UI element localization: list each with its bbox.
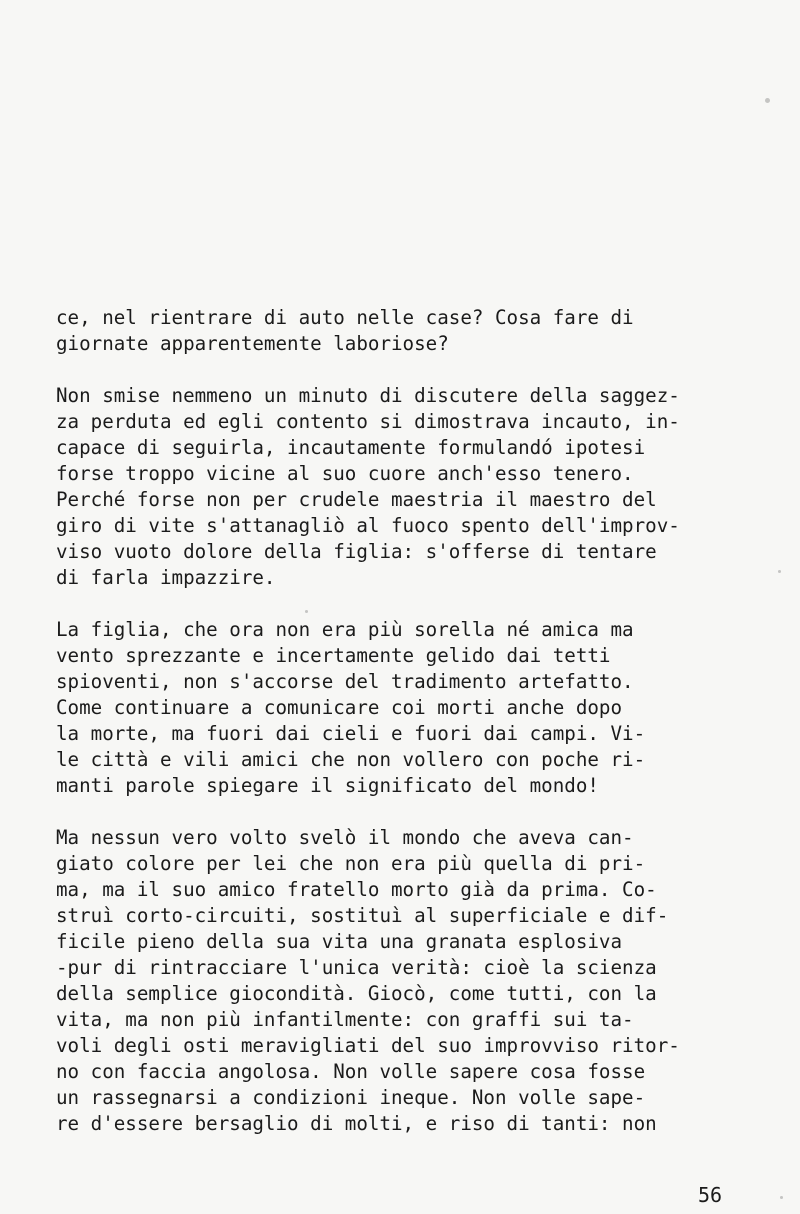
body-text — [56, 305, 796, 1163]
text-line: vento sprezzante e incertamente gelido dai tetti — [56, 644, 611, 667]
text-line: di farla impazzire. — [56, 566, 276, 589]
scan-speck — [780, 1196, 783, 1199]
text-line: Non smise nemmeno un minuto di discutere della saggez- — [56, 384, 680, 407]
text-line: forse troppo vicine al suo cuore anch'esso tenero. — [56, 462, 634, 485]
text-line: giro di vite s'attanagliò al fuoco spento dell'improv- — [56, 514, 680, 537]
paragraph-4 — [56, 825, 796, 1137]
text-line: giato colore per lei che non era più quella di pri- — [56, 852, 646, 875]
text-line: un rassegnarsi a condizioni ineque. Non volle sape- — [56, 1086, 646, 1109]
paragraph-2 — [56, 383, 796, 591]
text-line: la morte, ma fuori dai cieli e fuori dai campi. Vi- — [56, 722, 646, 745]
paragraph-1 — [56, 305, 796, 357]
text-line: della semplice giocondità. Giocò, come tutti, con la — [56, 982, 657, 1005]
text-line: viso vuoto dolore della figlia: s'offerse di tentare — [56, 540, 657, 563]
paragraph-3 — [56, 617, 796, 799]
text-line: no con faccia angolosa. Non volle sapere cosa fosse — [56, 1060, 646, 1083]
text-line: giornate apparentemente laboriose? — [56, 332, 449, 355]
text-line: re d'essere bersaglio di molti, e riso di tanti: non — [56, 1112, 657, 1135]
text-line: za perduta ed egli contento si dimostrava incauto, in- — [56, 410, 680, 433]
text-line: voli degli osti meravigliati del suo improvviso ritor- — [56, 1034, 680, 1057]
text-line: manti parole spiegare il significato del mondo! — [56, 774, 599, 797]
text-line: vita, ma non più infantilmente: con graffi sui ta- — [56, 1008, 634, 1031]
scan-speck — [305, 610, 308, 613]
text-line: struì corto-circuiti, sostituì al superficiale e dif- — [56, 904, 669, 927]
text-line: spioventi, non s'accorse del tradimento artefatto. — [56, 670, 634, 693]
text-line: -pur di rintracciare l'unica verità: cioè la scienza — [56, 956, 657, 979]
text-line: capace di seguirla, incautamente formulandó ipotesi — [56, 436, 646, 459]
page-number: 56 — [698, 1183, 723, 1207]
text-line: Perché forse non per crudele maestria il maestro del — [56, 488, 657, 511]
text-line: le città e vili amici che non vollero con poche ri- — [56, 748, 646, 771]
scan-speck — [765, 98, 770, 103]
text-line: ce, nel rientrare di auto nelle case? Cosa fare di — [56, 306, 634, 329]
text-line: Ma nessun vero volto svelò il mondo che aveva can- — [56, 826, 634, 849]
text-line: Come continuare a comunicare coi morti anche dopo — [56, 696, 623, 719]
text-line: La figlia, che ora non era più sorella né amica ma — [56, 618, 634, 641]
scan-speck — [778, 570, 781, 573]
text-line: ficile pieno della sua vita una granata esplosiva — [56, 930, 623, 953]
text-line: ma, ma il suo amico fratello morto già da prima. Co- — [56, 878, 657, 901]
